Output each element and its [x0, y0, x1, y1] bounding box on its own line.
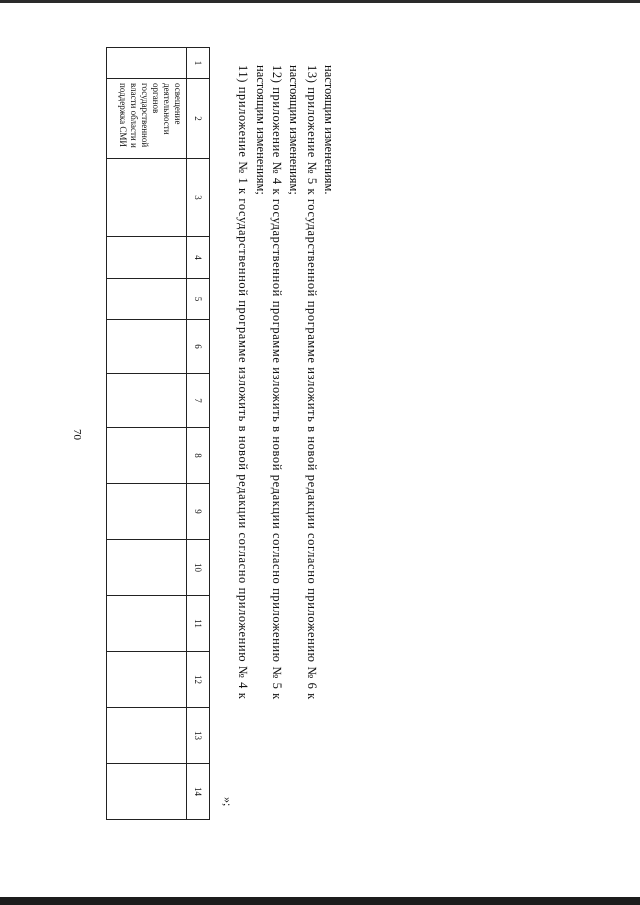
- column-header: 2: [187, 79, 210, 159]
- table-cell: [107, 48, 187, 79]
- table-cell: [107, 764, 187, 820]
- amendment-11-second-line: настоящим изменениям;: [254, 65, 268, 195]
- column-header: 3: [187, 159, 210, 237]
- table-cell: [107, 484, 187, 540]
- column-header: 8: [187, 428, 210, 484]
- column-header: 12: [187, 652, 210, 708]
- column-header: 14: [187, 764, 210, 820]
- description-line: освещение: [173, 83, 183, 125]
- table-cell: [107, 708, 187, 764]
- rotated-document-page: [35, 25, 595, 875]
- amendment-11-first-line: 11) приложение № 1 к государственной программе изложить в новой редакции согласно приложению № 4 к: [236, 65, 250, 700]
- scan-edge-bottom: [0, 897, 640, 905]
- page-number: 70: [71, 429, 83, 440]
- description-line: поддержка СМИ: [118, 83, 128, 147]
- amendment-13-second-line: настоящим изменениям.: [322, 65, 336, 195]
- amendment-12-second-line: настоящим изменениям;: [287, 65, 301, 195]
- amendment-12-first-line: 12) приложение № 4 к государственной программе изложить в новой редакции согласно приложению № 5 к: [270, 65, 284, 700]
- table-cell: [107, 540, 187, 596]
- scan-edge-top: [0, 0, 640, 3]
- column-header: 1: [187, 48, 210, 79]
- column-header: 11: [187, 596, 210, 652]
- description-line: государственной: [140, 83, 150, 148]
- column-header: 7: [187, 374, 210, 428]
- column-header: 6: [187, 320, 210, 374]
- table-header-row: [187, 48, 210, 820]
- table-row: [107, 48, 187, 820]
- description-cell: [107, 79, 187, 159]
- column-header: 13: [187, 708, 210, 764]
- description-line: деятельности органов: [151, 83, 172, 135]
- table-cell: [107, 374, 187, 428]
- amendments-block: [220, 65, 595, 845]
- table-cell: [107, 652, 187, 708]
- column-header: 9: [187, 484, 210, 540]
- column-header: 4: [187, 237, 210, 279]
- table-cell: [107, 320, 187, 374]
- table-cell: [107, 596, 187, 652]
- table-cell: [107, 237, 187, 279]
- table-cell: [107, 279, 187, 320]
- closing-quote: »;: [221, 797, 235, 807]
- description-line: власти области и: [129, 83, 139, 148]
- column-header: 10: [187, 540, 210, 596]
- table-cell: [107, 159, 187, 237]
- table-cell: [107, 428, 187, 484]
- column-header: 5: [187, 279, 210, 320]
- program-table-fragment: [106, 47, 210, 820]
- amendment-13-first-line: 13) приложение № 5 к государственной программе изложить в новой редакции согласно приложению № 6 к: [305, 65, 319, 700]
